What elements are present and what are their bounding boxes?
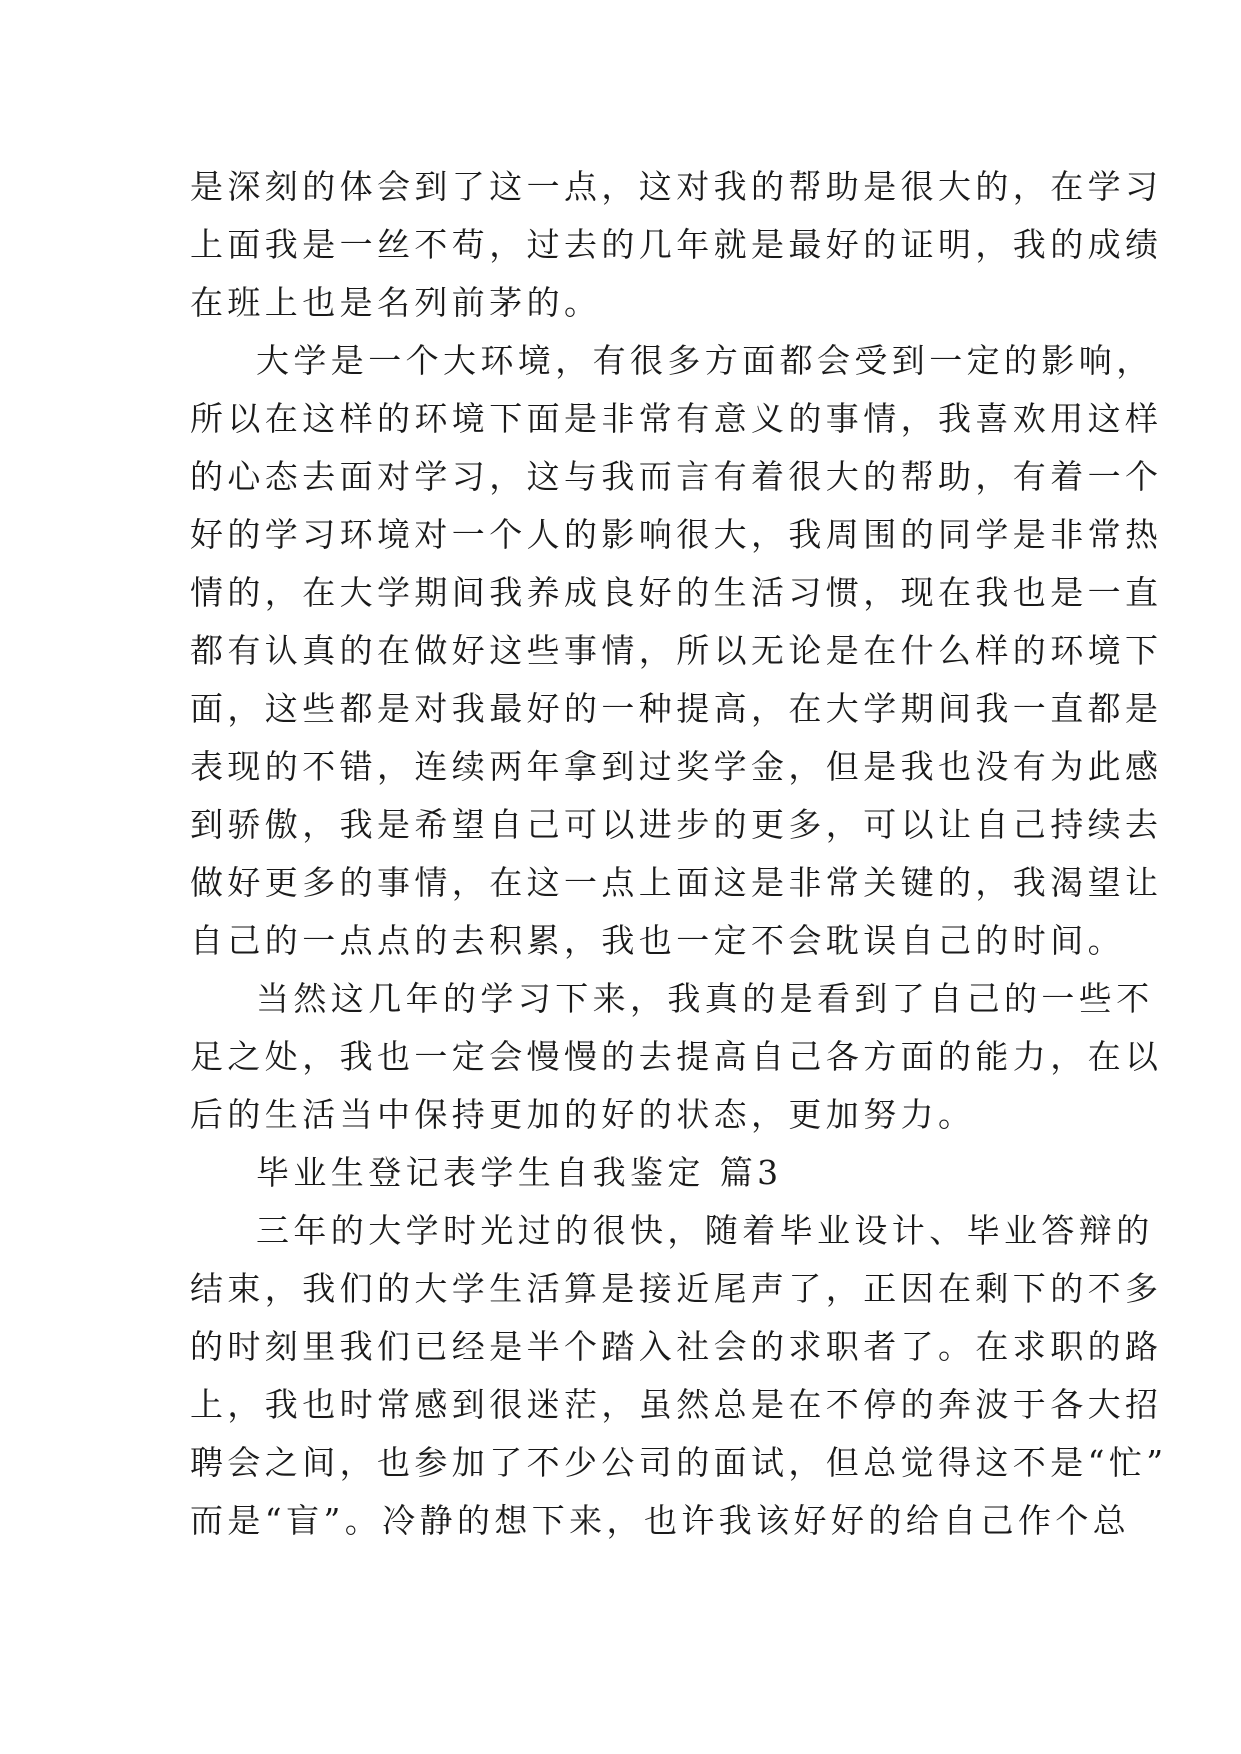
text-line: 当然这几年的学习下来，我真的是看到了自己的一些不 [256,979,1154,1018]
text-line: 足之处，我也一定会慢慢的去提高自己各方面的能力，在以 [190,1037,1163,1076]
section-title: 毕业生登记表学生自我鉴定 篇3 [256,1153,783,1192]
text-line: 在班上也是名列前茅的。 [190,283,602,322]
document-body [190,158,1168,1550]
text-line: 的心态去面对学习，这与我而言有着很大的帮助，有着一个 [190,457,1163,496]
text-line: 三年的大学时光过的很快，随着毕业设计、毕业答辩的 [256,1211,1154,1250]
text-line: 做好更多的事情，在这一点上面这是非常关键的，我渴望让 [190,863,1163,902]
text-line: 大学是一个大环境，有很多方面都会受到一定的影响， [256,341,1154,380]
text-line: 好的学习环境对一个人的影响很大，我周围的同学是非常热 [190,515,1163,554]
text-line: 的时刻里我们已经是半个踏入社会的求职者了。在求职的路 [190,1327,1163,1366]
text-line: 面，这些都是对我最好的一种提高，在大学期间我一直都是 [190,689,1163,728]
text-line: 是深刻的体会到了这一点，这对我的帮助是很大的，在学习 [190,167,1163,206]
paragraph-4 [190,1202,1168,1550]
text-line: 表现的不错，连续两年拿到过奖学金，但是我也没有为此感 [190,747,1163,786]
text-line: 后的生活当中保持更加的好的状态，更加努力。 [190,1095,976,1134]
text-line: 情的，在大学期间我养成良好的生活习惯，现在我也是一直 [190,573,1163,612]
text-line: 上，我也时常感到很迷茫，虽然总是在不停的奔波于各大招 [190,1385,1163,1424]
text-line: 都有认真的在做好这些事情，所以无论是在什么样的环境下 [190,631,1163,670]
text-line: 上面我是一丝不苟，过去的几年就是最好的证明，我的成绩 [190,225,1163,264]
section-heading [190,1144,1070,1202]
paragraph-3 [190,970,1163,1144]
text-line: 而是“盲”。冷静的想下来，也许我该好好的给自己作个总 [190,1501,1131,1540]
text-line: 聘会之间，也参加了不少公司的面试，但总觉得这不是“忙” [190,1443,1168,1482]
paragraph-1 [190,158,1163,332]
text-line: 结束，我们的大学生活算是接近尾声了，正因在剩下的不多 [190,1269,1163,1308]
text-line: 自己的一点点的去积累，我也一定不会耽误自己的时间。 [190,921,1125,960]
text-line: 到骄傲，我是希望自己可以进步的更多，可以让自己持续去 [190,805,1163,844]
text-line: 所以在这样的环境下面是非常有意义的事情，我喜欢用这样 [190,399,1163,438]
paragraph-2 [190,332,1163,970]
